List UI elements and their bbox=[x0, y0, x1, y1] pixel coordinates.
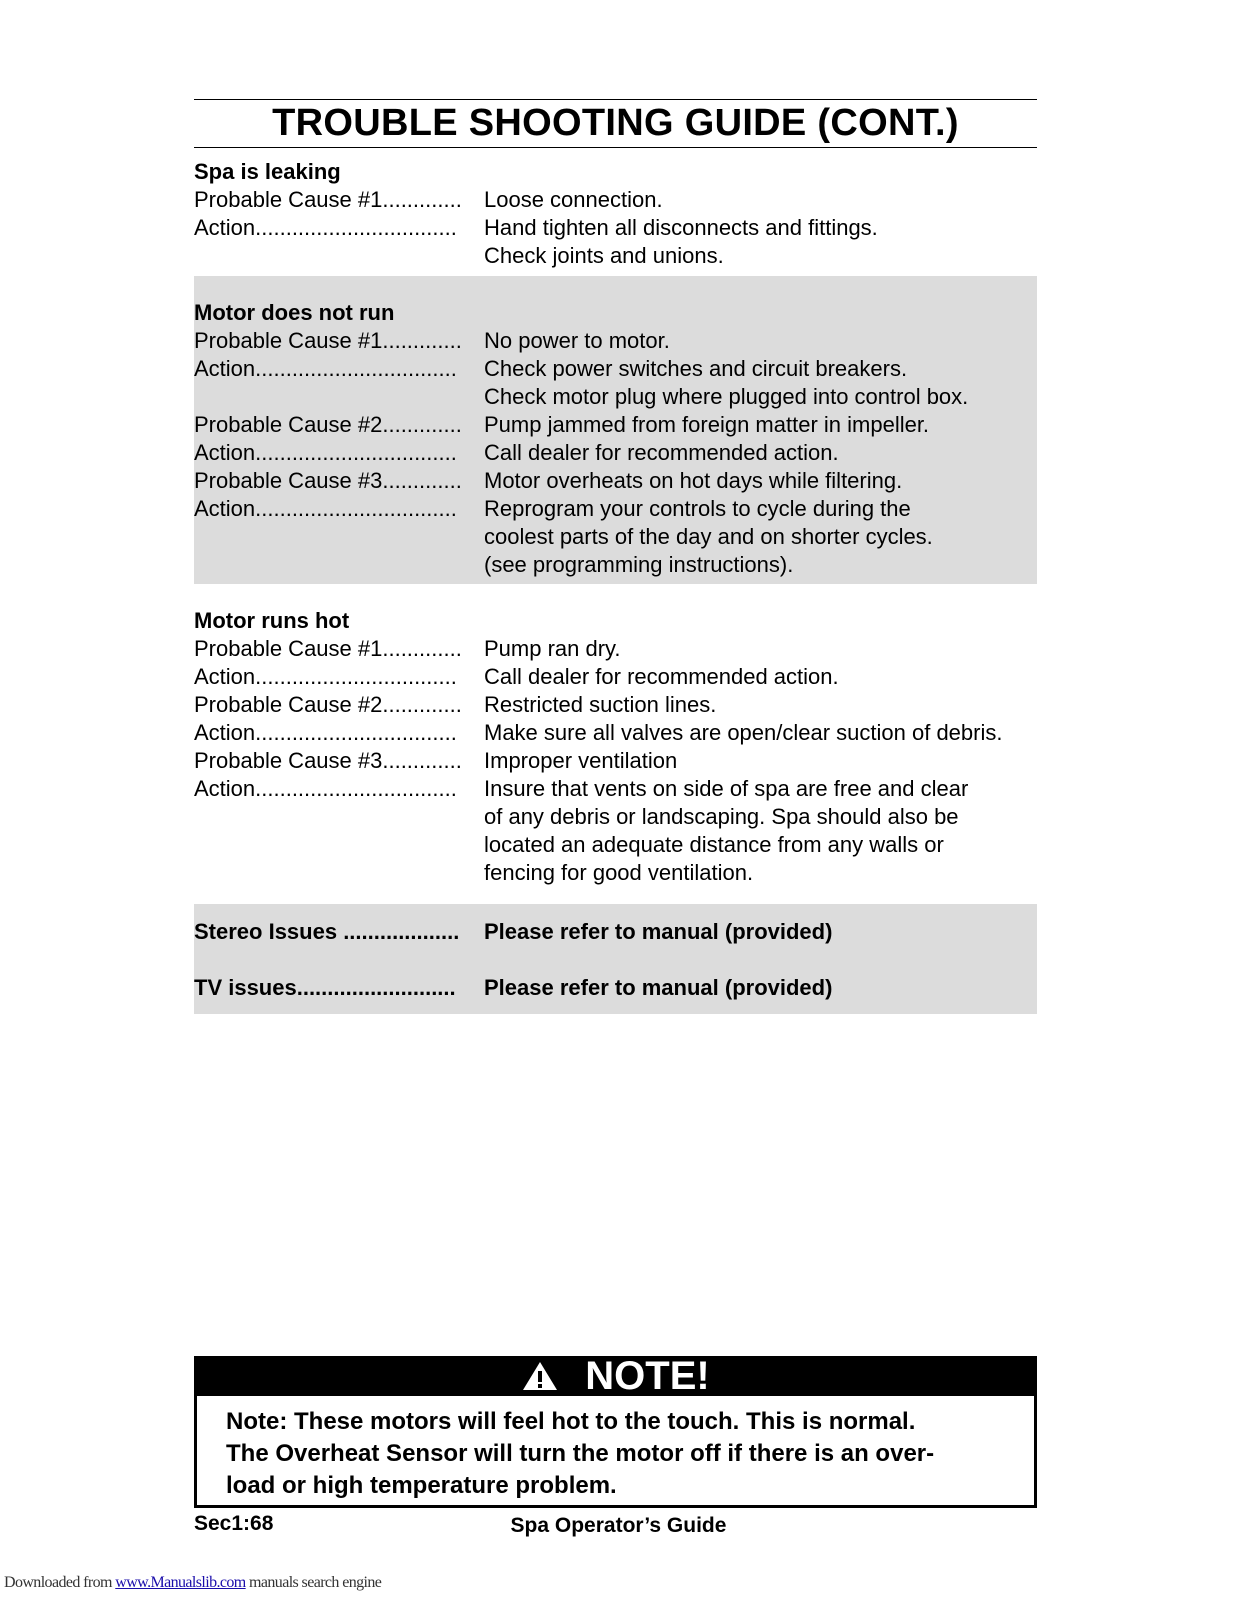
title-rule bbox=[194, 147, 1037, 148]
section-motor-runs-hot bbox=[194, 607, 1037, 887]
row bbox=[194, 523, 1037, 551]
row-text: Check motor plug where plugged into control box. bbox=[484, 384, 969, 409]
row-text: of any debris or landscaping. Spa should also be bbox=[484, 804, 959, 829]
row-text: located an adequate distance from any walls or bbox=[484, 832, 944, 857]
note-text bbox=[226, 1406, 1026, 1502]
row bbox=[194, 859, 1037, 887]
page-number: Sec1:68 bbox=[194, 1512, 274, 1535]
top-rule bbox=[194, 99, 1037, 100]
row bbox=[194, 411, 1037, 439]
row-label: Action................................. bbox=[194, 664, 457, 689]
row bbox=[194, 242, 1037, 270]
row bbox=[194, 495, 1037, 523]
row-text: Loose connection. bbox=[484, 187, 663, 212]
row bbox=[194, 803, 1037, 831]
row-text: Call dealer for recommended action. bbox=[484, 440, 839, 465]
row bbox=[194, 775, 1037, 803]
row-label bbox=[194, 803, 484, 831]
row bbox=[194, 635, 1037, 663]
media-issues bbox=[194, 918, 1037, 1002]
note-line: The Overheat Sensor will turn the motor off if there is an over- bbox=[226, 1440, 935, 1467]
row-label: Probable Cause #2............. bbox=[194, 692, 462, 717]
row bbox=[194, 719, 1037, 747]
row-text: Please refer to manual (provided) bbox=[484, 975, 833, 1000]
row bbox=[194, 214, 1037, 242]
row-label bbox=[194, 859, 484, 887]
row-text: Reprogram your controls to cycle during the bbox=[484, 496, 911, 521]
row-text: coolest parts of the day and on shorter cycles. bbox=[484, 524, 933, 549]
row bbox=[194, 383, 1037, 411]
row-label: Probable Cause #3............. bbox=[194, 468, 462, 493]
download-notice bbox=[4, 1574, 381, 1592]
note-line: Note: These motors will feel hot to the touch. This is normal. bbox=[226, 1408, 916, 1435]
row-label: Action................................. bbox=[194, 776, 457, 801]
row-text: Improper ventilation bbox=[484, 748, 678, 773]
section-heading: Motor does not run bbox=[194, 300, 395, 325]
row-label: Action................................. bbox=[194, 215, 457, 240]
row bbox=[194, 186, 1037, 214]
download-suffix: manuals search engine bbox=[245, 1574, 382, 1591]
row-text: Pump jammed from foreign matter in impeller. bbox=[484, 412, 930, 437]
row-text: Motor overheats on hot days while filtering. bbox=[484, 468, 903, 493]
tv-row bbox=[194, 974, 1037, 1002]
footer-title: Spa Operator’s Guide bbox=[510, 1514, 727, 1537]
spacer bbox=[194, 946, 1037, 974]
row-text: Hand tighten all disconnects and fittings. bbox=[484, 215, 878, 240]
row bbox=[194, 663, 1037, 691]
note-heading: NOTE! bbox=[585, 1353, 710, 1398]
row-text: (see programming instructions). bbox=[484, 552, 794, 577]
row-text: Please refer to manual (provided) bbox=[484, 919, 833, 944]
row-label: Action................................. bbox=[194, 356, 457, 381]
row-text: Pump ran dry. bbox=[484, 636, 621, 661]
stereo-row bbox=[194, 918, 1037, 946]
row-text: Insure that vents on side of spa are free and clear bbox=[484, 776, 969, 801]
row bbox=[194, 327, 1037, 355]
row-text: Make sure all valves are open/clear suction of debris. bbox=[484, 720, 1003, 745]
row bbox=[194, 439, 1037, 467]
page-title: TROUBLE SHOOTING GUIDE (CONT.) bbox=[272, 102, 959, 144]
row-label bbox=[194, 242, 484, 270]
warning-icon bbox=[521, 1360, 559, 1392]
section-heading: Motor runs hot bbox=[194, 608, 350, 633]
manualslib-link[interactable]: www.Manualslib.com bbox=[115, 1574, 246, 1591]
download-prefix: Downloaded from bbox=[4, 1574, 116, 1591]
row bbox=[194, 551, 1037, 579]
row-label: Action................................. bbox=[194, 720, 457, 745]
row-label bbox=[194, 523, 484, 551]
row-label bbox=[194, 551, 484, 579]
row bbox=[194, 831, 1037, 859]
row-label: Action................................. bbox=[194, 440, 457, 465]
row-text: Check joints and unions. bbox=[484, 243, 724, 268]
row-label: Stereo Issues ................... bbox=[194, 919, 460, 944]
section-heading: Spa is leaking bbox=[194, 159, 341, 184]
row-label: Action................................. bbox=[194, 496, 457, 521]
note-line: load or high temperature problem. bbox=[226, 1472, 617, 1499]
row-text: Check power switches and circuit breakers. bbox=[484, 356, 908, 381]
row-text: Restricted suction lines. bbox=[484, 692, 717, 717]
section-spa-leaking bbox=[194, 158, 1037, 270]
row-label: Probable Cause #1............. bbox=[194, 328, 462, 353]
row-label bbox=[194, 383, 484, 411]
row-label: Probable Cause #1............. bbox=[194, 636, 462, 661]
row-label: Probable Cause #1............. bbox=[194, 187, 462, 212]
row-text: Call dealer for recommended action. bbox=[484, 664, 839, 689]
row-label bbox=[194, 831, 484, 859]
note-header bbox=[194, 1353, 1037, 1398]
row bbox=[194, 747, 1037, 775]
note-body bbox=[194, 1396, 1037, 1508]
row bbox=[194, 355, 1037, 383]
row-text: fencing for good ventilation. bbox=[484, 860, 754, 885]
row-label: Probable Cause #3............. bbox=[194, 748, 462, 773]
row bbox=[194, 691, 1037, 719]
row-label: Probable Cause #2............. bbox=[194, 412, 462, 437]
row-label: TV issues.......................... bbox=[194, 975, 456, 1000]
row-text: No power to motor. bbox=[484, 328, 670, 353]
row bbox=[194, 467, 1037, 495]
section-motor-not-run bbox=[194, 299, 1037, 579]
